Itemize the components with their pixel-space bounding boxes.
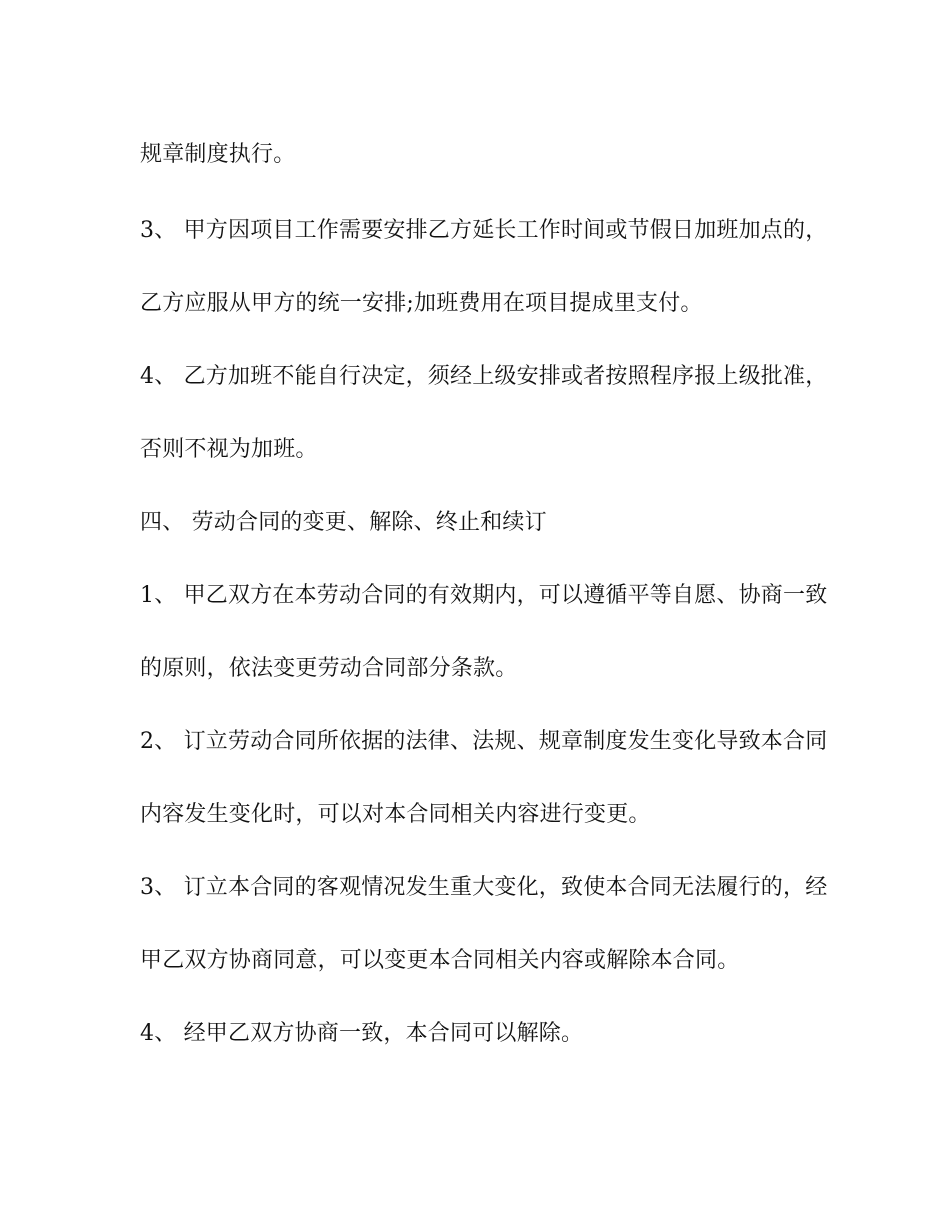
text-line-9: 2、 订立劳动合同所依据的法律、法规、规章制度发生变化导致本合同 [140, 729, 828, 754]
text-line-12: 甲乙双方协商同意，可以变更本合同相关内容或解除本合同。 [140, 948, 740, 973]
text-line-8: 的原则，依法变更劳动合同部分条款。 [140, 656, 518, 681]
text-line-2: 3、 甲方因项目工作需要安排乙方延长工作时间或节假日加班加点的， [140, 218, 828, 243]
text-line-13: 4、 经甲乙双方协商一致，本合同可以解除。 [140, 1021, 584, 1046]
text-line-10: 内容发生变化时，可以对本合同相关内容进行变更。 [140, 802, 651, 827]
text-line-3: 乙方应服从甲方的统一安排;加班费用在项目提成里支付。 [140, 291, 703, 316]
text-line-1: 规章制度执行。 [140, 142, 296, 167]
section-heading: 四、 劳动合同的变更、解除、终止和续订 [140, 510, 547, 535]
text-line-11: 3、 订立本合同的客观情况发生重大变化，致使本合同无法履行的，经 [140, 875, 828, 900]
text-line-4: 4、 乙方加班不能自行决定，须经上级安排或者按照程序报上级批准， [140, 364, 828, 389]
text-line-7: 1、 甲乙双方在本劳动合同的有效期内，可以遵循平等自愿、协商一致 [140, 583, 828, 608]
text-line-5: 否则不视为加班。 [140, 437, 318, 462]
